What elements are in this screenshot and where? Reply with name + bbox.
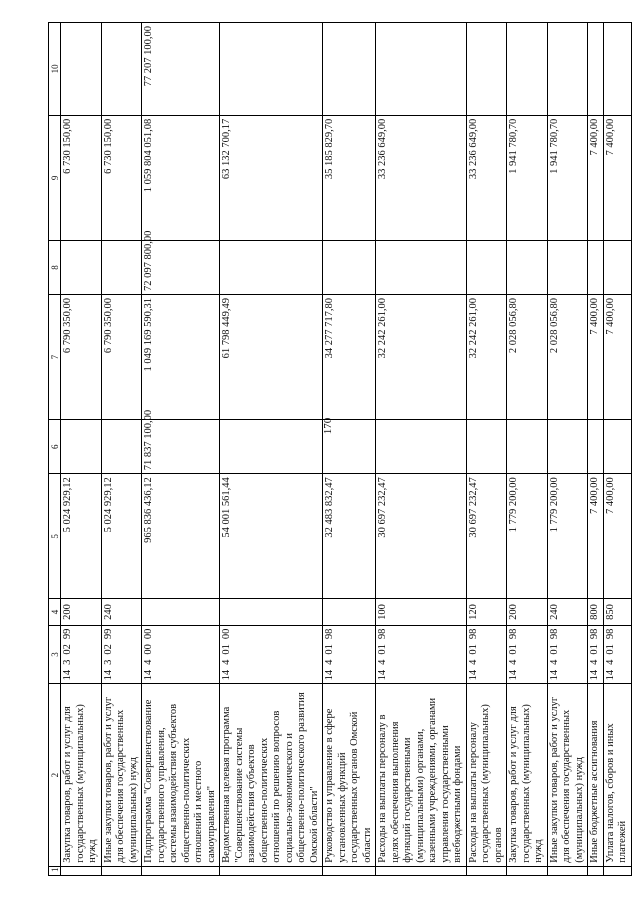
amount-col7-cell: 34 277 717,80 <box>323 295 376 420</box>
budget-code-part: 14 <box>589 669 600 681</box>
expense-type-cell <box>142 599 220 625</box>
amount-col7-cell: 6 790 350,00 <box>101 295 142 420</box>
budget-code-cell <box>142 625 220 684</box>
column-number: 5 <box>49 474 61 599</box>
budget-code-part: 98 <box>324 628 335 640</box>
amount-col8-cell <box>466 240 507 294</box>
budget-code-part: 01 <box>548 644 560 655</box>
amount-col8-cell <box>547 240 588 294</box>
table-row <box>466 23 507 876</box>
row-name-cell: Иные закупки товаров, работ и услуг для обеспечения государственных (муниципальных) нужд <box>547 684 588 866</box>
row-marker-cell <box>466 866 507 875</box>
column-number: 6 <box>49 420 61 474</box>
amount-col9-cell: 63 132 700,17 <box>220 115 323 240</box>
row-marker-cell <box>603 866 631 875</box>
budget-code-cell <box>220 625 323 684</box>
amount-col6-cell <box>101 420 142 474</box>
row-marker-cell <box>142 866 220 875</box>
budget-code-part: 14 <box>62 669 73 681</box>
column-number-row <box>49 23 61 876</box>
budget-code-part: 4 <box>508 659 519 665</box>
budget-code-part: 00 <box>221 628 232 640</box>
budget-code-part: 14 <box>508 669 519 681</box>
amount-col7-cell: 61 798 449,49 <box>220 295 323 420</box>
amount-col7-cell: 32 242 261,00 <box>466 295 507 420</box>
expense-type-cell: 850 <box>603 599 631 625</box>
table-row <box>101 23 142 876</box>
budget-code-part: 02 <box>102 644 114 655</box>
row-marker-cell <box>507 866 548 875</box>
budget-code-part: 01 <box>221 644 232 655</box>
amount-col6-cell <box>466 420 507 474</box>
amount-col5-cell: 30 697 232,47 <box>376 474 467 599</box>
amount-col8-cell <box>101 240 142 294</box>
row-marker-cell <box>376 866 467 875</box>
amount-col9-cell: 35 185 829,70 <box>323 115 376 240</box>
amount-col7-cell: 32 242 261,00 <box>376 295 467 420</box>
row-marker-cell <box>547 866 588 875</box>
amount-col7-cell: 7 400,00 <box>588 295 604 420</box>
amount-col5-cell: 30 697 232,47 <box>466 474 507 599</box>
amount-col5-cell: 965 836 436,12 <box>142 474 220 599</box>
budget-code-part: 4 <box>324 659 335 665</box>
budget-code-part: 01 <box>324 644 335 655</box>
budget-code-cell <box>507 625 548 684</box>
row-name-cell: Подпрограмма "Совершенствование государственного управления, системы взаимодействия субъектов общественно-политических отношений и местного самоуправления" <box>142 684 220 866</box>
row-name-cell: Уплата налогов, сборов и иных платежей <box>603 684 631 866</box>
budget-code-part: 14 <box>102 669 114 681</box>
expense-type-cell: 100 <box>376 599 467 625</box>
expense-type-cell <box>220 599 323 625</box>
budget-code-part: 98 <box>589 628 600 640</box>
budget-code-part: 14 <box>143 669 154 681</box>
amount-col5-cell: 7 400,00 <box>588 474 604 599</box>
budget-code-part: 4 <box>589 659 600 665</box>
amount-col5-cell: 5 024 929,12 <box>61 474 102 599</box>
amount-col6-cell <box>61 420 102 474</box>
amount-col9-cell: 1 059 804 051,08 <box>142 115 220 240</box>
budget-code-part: 98 <box>508 628 519 640</box>
budget-code-cell <box>61 625 102 684</box>
budget-code-cell <box>547 625 588 684</box>
budget-code-cell <box>101 625 142 684</box>
expense-type-cell: 200 <box>507 599 548 625</box>
budget-code-cell <box>323 625 376 684</box>
amount-col8-cell <box>603 240 631 294</box>
amount-col8-cell <box>507 240 548 294</box>
column-number: 8 <box>49 240 61 294</box>
column-number: 10 <box>49 23 61 116</box>
budget-code-part: 4 <box>377 659 388 665</box>
budget-code-part: 01 <box>377 644 388 655</box>
expense-type-cell: 240 <box>547 599 588 625</box>
expense-type-cell: 240 <box>101 599 142 625</box>
budget-table-frame <box>48 22 628 876</box>
amount-col8-cell <box>220 240 323 294</box>
amount-col6-cell <box>547 420 588 474</box>
budget-code-part: 98 <box>548 628 560 640</box>
amount-col5-cell: 54 001 561,44 <box>220 474 323 599</box>
amount-col10-cell <box>61 23 102 116</box>
row-marker-cell <box>323 866 376 875</box>
expense-type-cell: 200 <box>61 599 102 625</box>
row-name-cell: Ведомственная целевая программа "Совершенствование системы взаимодействия субъектов общественно-политических отношений по решению вопросов социально-экономического и общественно-политического развития Омской области" <box>220 684 323 866</box>
amount-col9-cell: 1 941 780,70 <box>507 115 548 240</box>
budget-code-part: 99 <box>62 628 73 640</box>
amount-col10-cell <box>220 23 323 116</box>
budget-code-part: 4 <box>467 659 479 665</box>
column-number: 2 <box>49 684 61 866</box>
row-marker-cell <box>61 866 102 875</box>
row-name-cell: Закупка товаров, работ и услуг для государственных (муниципальных) нужд <box>61 684 102 866</box>
budget-code-part: 01 <box>508 644 519 655</box>
amount-col9-cell: 7 400,00 <box>588 115 604 240</box>
table-row <box>588 23 604 876</box>
budget-code-part: 14 <box>548 669 560 681</box>
budget-table <box>48 22 632 876</box>
amount-col5-cell: 5 024 929,12 <box>101 474 142 599</box>
page-number: 170 <box>322 417 334 435</box>
budget-code-part: 01 <box>589 644 600 655</box>
amount-col10-cell: 77 207 100,00 <box>142 23 220 116</box>
budget-code-part: 4 <box>143 659 154 665</box>
amount-col6-cell: 71 837 100,00 <box>142 420 220 474</box>
row-marker-cell <box>101 866 142 875</box>
budget-code-part: 3 <box>102 659 114 665</box>
amount-col7-cell: 6 790 350,00 <box>61 295 102 420</box>
amount-col6-cell <box>220 420 323 474</box>
expense-type-cell <box>323 599 376 625</box>
table-row <box>603 23 631 876</box>
amount-col7-cell: 2 028 056,80 <box>507 295 548 420</box>
budget-code-part: 14 <box>467 669 479 681</box>
amount-col6-cell <box>376 420 467 474</box>
amount-col8-cell <box>61 240 102 294</box>
column-number: 3 <box>49 625 61 684</box>
row-name-cell: Иные бюджетные ассигнования <box>588 684 604 866</box>
budget-code-part: 98 <box>604 628 616 640</box>
column-number: 4 <box>49 599 61 625</box>
table-row <box>507 23 548 876</box>
amount-col7-cell: 1 049 169 590,31 <box>142 295 220 420</box>
row-name-cell: Расходы на выплаты персоналу государственных (муниципальных) органов <box>466 684 507 866</box>
budget-code-part: 00 <box>143 628 154 640</box>
row-name-cell: Расходы на выплаты персоналу в целях обеспечения выполнения функций государственными (муниципальными) органами, казенными учреждениями, органами управления государственными внебюджетными фондами <box>376 684 467 866</box>
amount-col10-cell <box>588 23 604 116</box>
budget-code-cell <box>588 625 604 684</box>
amount-col10-cell <box>547 23 588 116</box>
budget-code-part: 14 <box>221 669 232 681</box>
table-row <box>376 23 467 876</box>
expense-type-cell: 120 <box>466 599 507 625</box>
amount-col8-cell <box>588 240 604 294</box>
table-row <box>142 23 220 876</box>
column-number: 7 <box>49 295 61 420</box>
row-marker-cell <box>588 866 604 875</box>
budget-code-part: 98 <box>377 628 388 640</box>
budget-code-cell <box>376 625 467 684</box>
expense-type-cell: 800 <box>588 599 604 625</box>
amount-col5-cell: 1 779 200,00 <box>507 474 548 599</box>
amount-col9-cell: 7 400,00 <box>603 115 631 240</box>
amount-col8-cell <box>323 240 376 294</box>
table-row <box>547 23 588 876</box>
amount-col9-cell: 1 941 780,70 <box>547 115 588 240</box>
column-number: 1 <box>49 866 61 875</box>
amount-col6-cell <box>588 420 604 474</box>
table-row <box>323 23 376 876</box>
amount-col9-cell: 6 730 150,00 <box>61 115 102 240</box>
budget-code-part: 02 <box>62 644 73 655</box>
amount-col9-cell: 33 236 649,00 <box>376 115 467 240</box>
amount-col8-cell: 72 097 800,00 <box>142 240 220 294</box>
amount-col7-cell: 2 028 056,80 <box>547 295 588 420</box>
budget-code-part: 4 <box>221 659 232 665</box>
amount-col6-cell <box>322 417 376 474</box>
amount-col10-cell <box>466 23 507 116</box>
budget-code-part: 14 <box>604 669 616 681</box>
budget-code-part: 14 <box>324 669 335 681</box>
budget-code-cell <box>466 625 507 684</box>
amount-col10-cell <box>376 23 467 116</box>
budget-code-part: 01 <box>467 644 479 655</box>
budget-code-part: 00 <box>143 644 154 655</box>
amount-col5-cell: 7 400,00 <box>603 474 631 599</box>
row-name-cell: Руководство и управление в сфере установленных функций государственных органов Омской области <box>323 684 376 866</box>
budget-code-part: 4 <box>548 659 560 665</box>
amount-col7-cell: 7 400,00 <box>603 295 631 420</box>
budget-code-part: 4 <box>604 659 616 665</box>
amount-col9-cell: 6 730 150,00 <box>101 115 142 240</box>
budget-code-part: 3 <box>62 659 73 665</box>
amount-col5-cell: 1 779 200,00 <box>547 474 588 599</box>
amount-col9-cell: 33 236 649,00 <box>466 115 507 240</box>
amount-col5-cell: 32 483 832,47 <box>323 474 376 599</box>
row-name-cell: Закупка товаров, работ и услуг для государственных (муниципальных) нужд <box>507 684 548 866</box>
budget-code-part: 14 <box>377 669 388 681</box>
column-number: 9 <box>49 115 61 240</box>
budget-code-cell <box>603 625 631 684</box>
table-row <box>220 23 323 876</box>
row-marker-cell <box>220 866 323 875</box>
table-row <box>61 23 102 876</box>
budget-code-part: 01 <box>604 644 616 655</box>
amount-col10-cell <box>323 23 376 116</box>
amount-col6-cell <box>507 420 548 474</box>
amount-col10-cell <box>603 23 631 116</box>
amount-col6-cell <box>603 420 631 474</box>
budget-code-part: 99 <box>102 628 114 640</box>
amount-col8-cell <box>376 240 467 294</box>
row-name-cell: Иные закупки товаров, работ и услуг для обеспечения государственных (муниципальных) нужд <box>101 684 142 866</box>
amount-col10-cell <box>101 23 142 116</box>
amount-col10-cell <box>507 23 548 116</box>
budget-code-part: 98 <box>467 628 479 640</box>
